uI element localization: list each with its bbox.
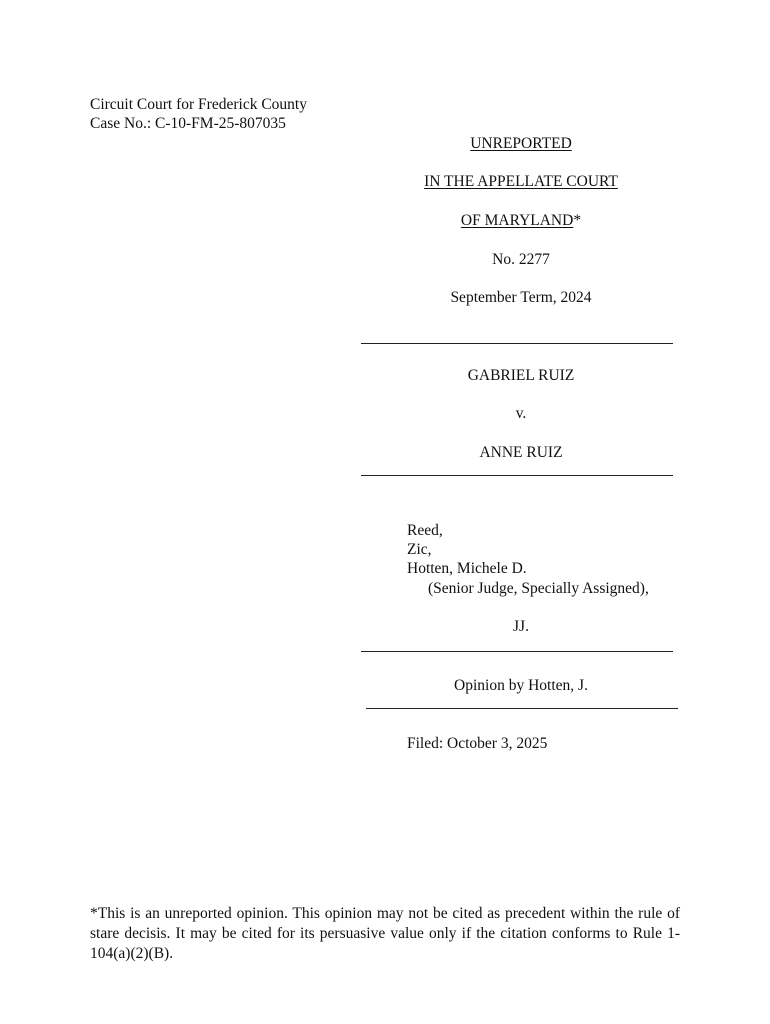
filed-date: Filed: October 3, 2025 — [407, 735, 548, 752]
court-name-1: IN THE APPELLATE COURT — [424, 173, 618, 190]
unreported-footnote: *This is an unreported opinion. This opinion may not be cited as precedent within the rule of stare decisis. It may be cited for its persuasive value only if the citation conforms to Rule 1-104(a)(2)(B). — [90, 905, 680, 962]
judge-reed: Reed, — [407, 522, 443, 539]
unreported-label: UNREPORTED — [470, 135, 572, 152]
divider-4 — [366, 708, 678, 709]
court-name-line-2 — [361, 211, 681, 230]
judges-suffix: JJ. — [513, 618, 529, 635]
unreported-heading — [361, 134, 681, 153]
opinion-author: Opinion by Hotten, J. — [454, 677, 588, 694]
footnote-marker: * — [573, 212, 582, 229]
judge-hotten: Hotten, Michele D. — [407, 560, 527, 577]
judge-zic: Zic, — [407, 541, 432, 558]
court-of-origin: Circuit Court for Frederick County — [90, 96, 307, 113]
judge-designation-note: (Senior Judge, Specially Assigned), — [428, 580, 649, 597]
docket-number: No. 2277 — [492, 251, 550, 268]
case-number: Case No.: C-10-FM-25-807035 — [90, 115, 286, 132]
appellee-name: ANNE RUIZ — [479, 444, 563, 461]
court-name-line-1 — [361, 172, 681, 191]
divider-1 — [361, 343, 673, 344]
appellant-name: GABRIEL RUIZ — [467, 367, 575, 384]
court-name-2: OF MARYLAND — [460, 212, 574, 229]
term: September Term, 2024 — [450, 289, 592, 306]
divider-2 — [361, 475, 673, 476]
divider-3 — [361, 651, 673, 652]
versus: v. — [515, 405, 527, 422]
